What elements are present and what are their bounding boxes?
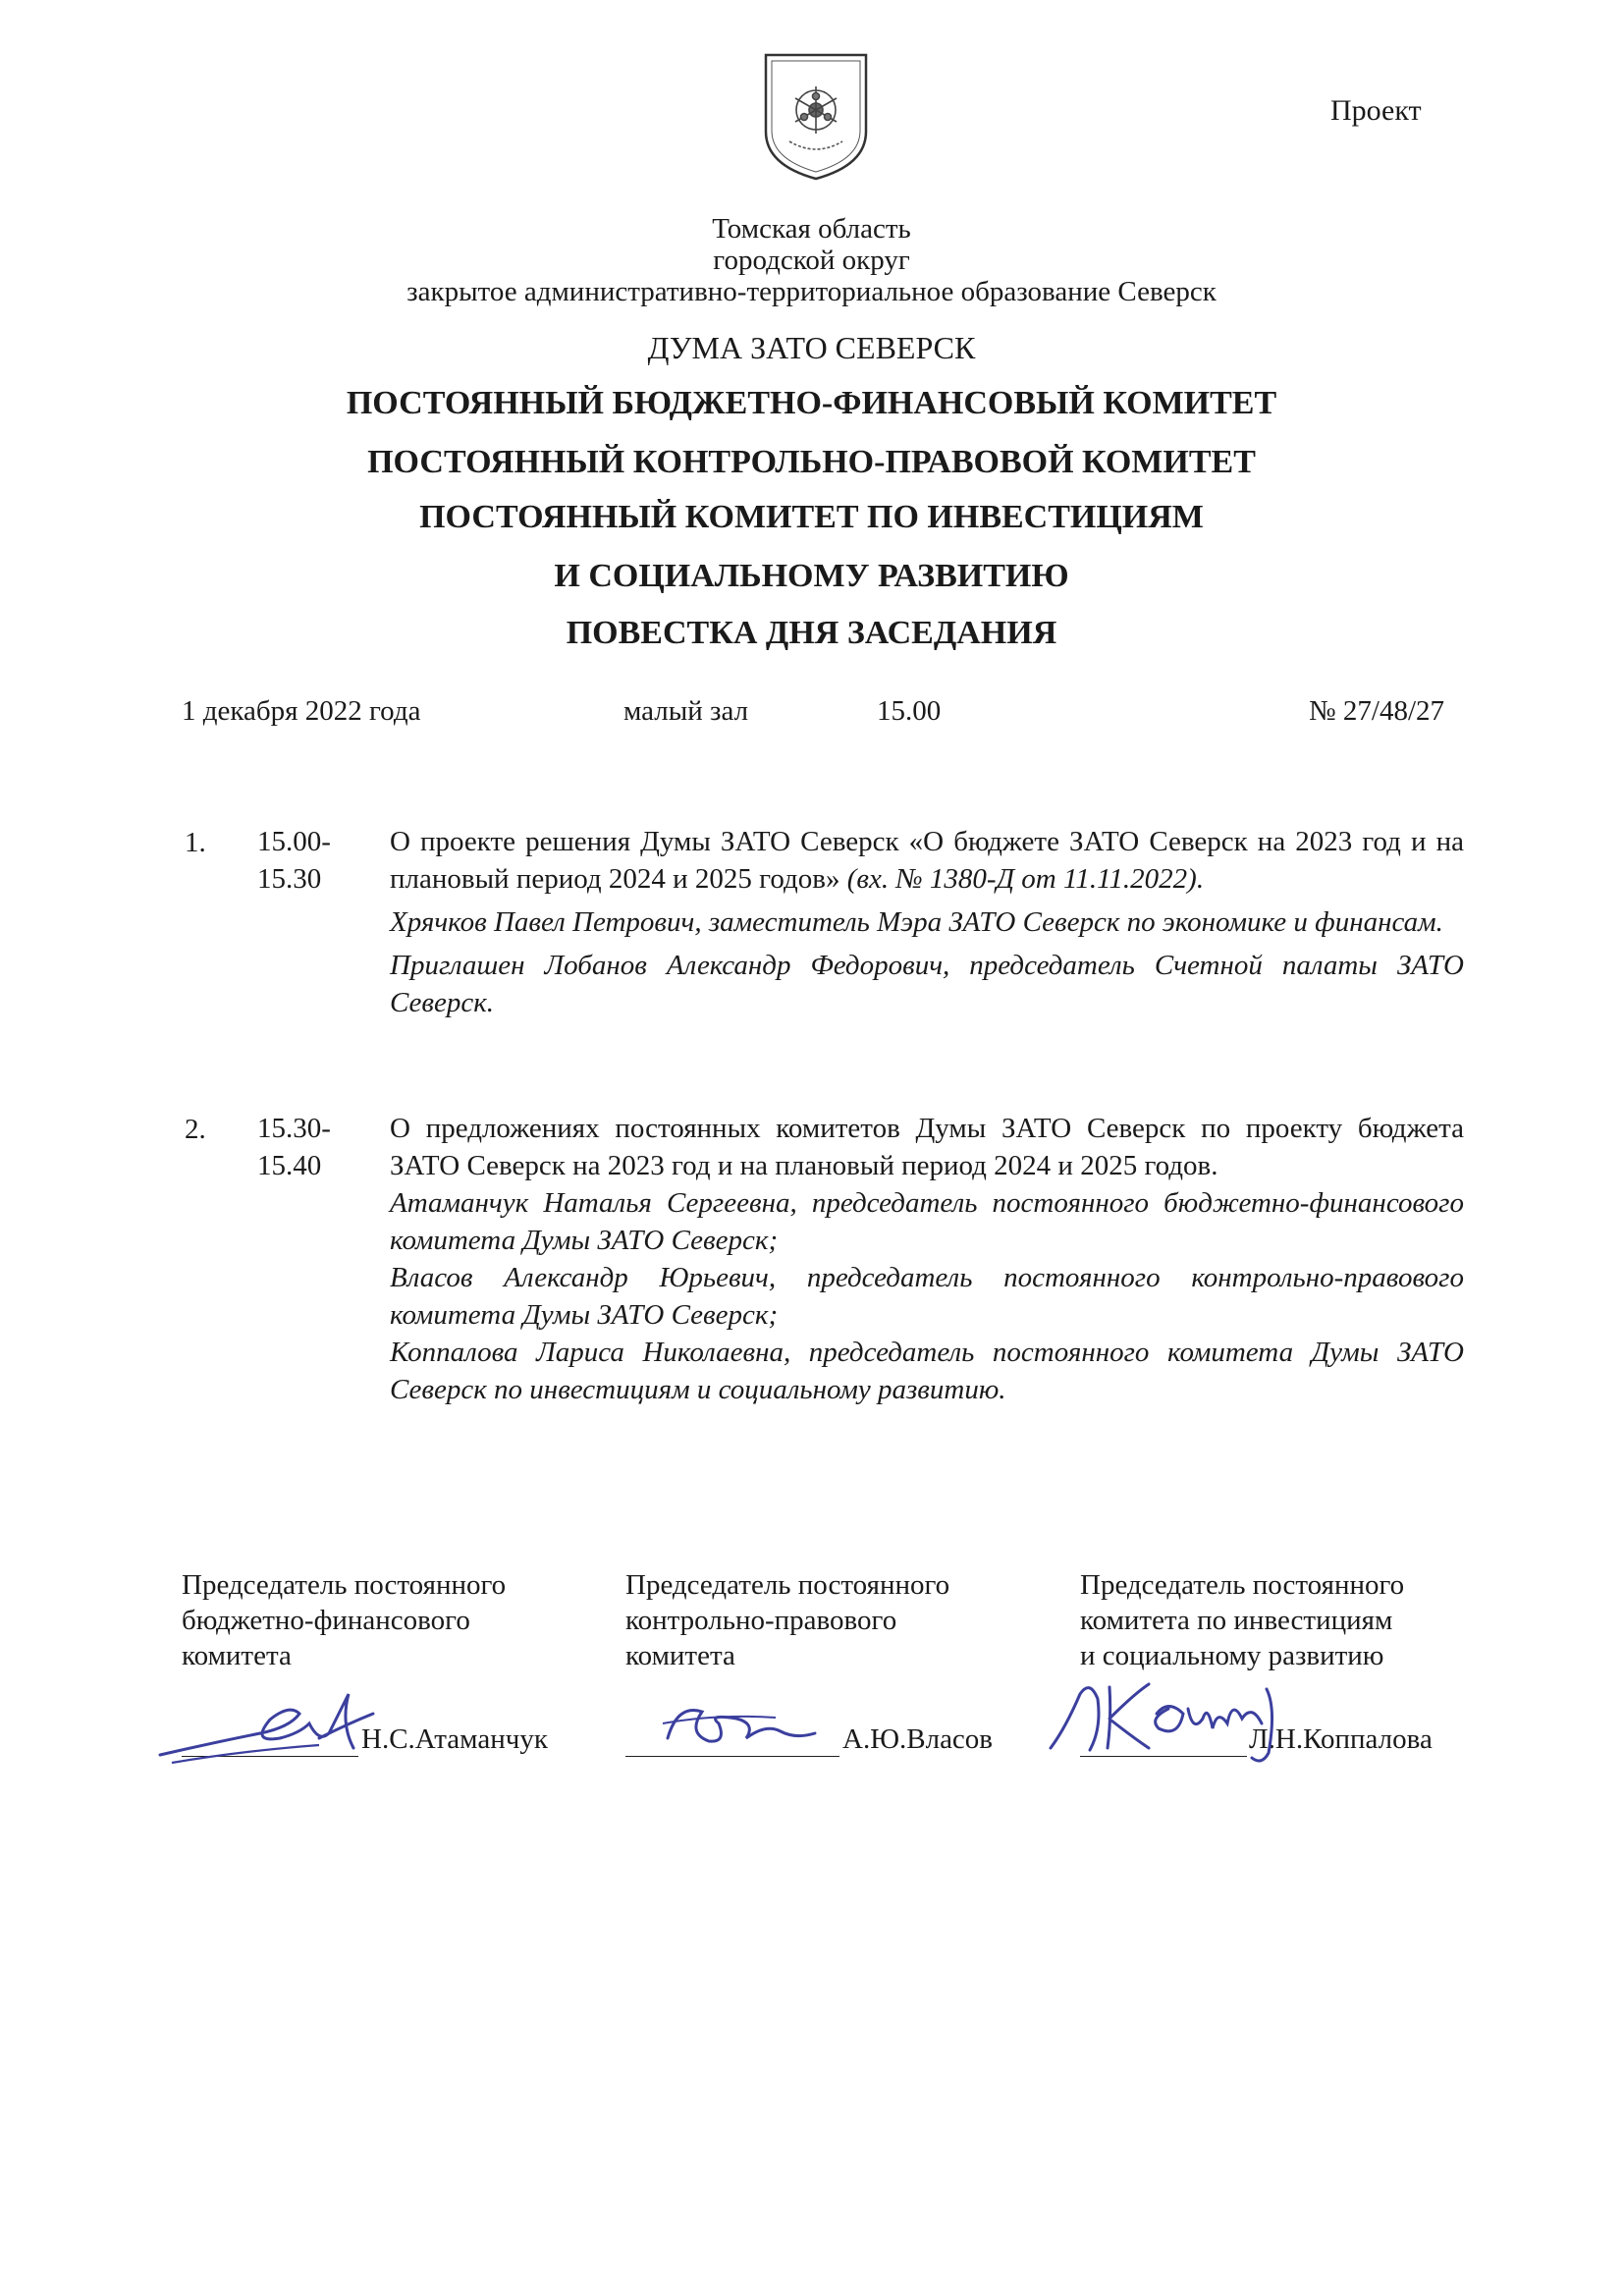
signer-name-investment: Л.Н.Коппалова — [1249, 1723, 1433, 1755]
coat-of-arms-icon — [762, 51, 870, 183]
header-district: городской округ — [713, 245, 910, 276]
header-zato: закрытое административно-территориальное образование Северск — [406, 276, 1217, 307]
item-2-time-end: 15.40 — [257, 1150, 322, 1181]
item-1-number: 1. — [185, 827, 206, 858]
item-2-body — [390, 1110, 1464, 1408]
agenda-title: ПОВЕСТКА ДНЯ ЗАСЕДАНИЯ — [566, 615, 1057, 651]
item-2-title: О предложениях постоянных комитетов Думы ЗАТО Северск по проекту бюджета ЗАТО Северск на 2023 год и на плановый период 2024 и 2025 годов. — [390, 1113, 1464, 1181]
meeting-number: № 27/48/27 — [1309, 695, 1445, 727]
meeting-date: 1 декабря 2022 года — [182, 695, 421, 727]
item-2-speaker-3: Коппалова Лариса Николаевна, председатель постоянного комитета Думы ЗАТО Северск по инвестициям и социальному развитию. — [390, 1337, 1464, 1405]
header-committee-budget: ПОСТОЯННЫЙ БЮДЖЕТНО-ФИНАНСОВЫЙ КОМИТЕТ — [346, 385, 1277, 421]
item-1-body — [390, 823, 1464, 1021]
item-2-speaker-2: Власов Александр Юрьевич, председатель постоянного контрольно-правового комитета Думы ЗАТО Северск; — [390, 1262, 1464, 1331]
signature-title-line: и социальному развитию — [1080, 1640, 1384, 1671]
signature-title-line: комитета — [625, 1640, 735, 1671]
signature-block-legal — [625, 1567, 1038, 1673]
handwritten-signature-investment — [1041, 1669, 1316, 1768]
item-1-reference: (вх. № 1380-Д от 11.11.2022). — [846, 863, 1205, 895]
header-committee-legal: ПОСТОЯННЫЙ КОНТРОЛЬНО-ПРАВОВОЙ КОМИТЕТ — [367, 444, 1256, 480]
signature-title-line: комитета по инвестициям — [1080, 1605, 1393, 1636]
meeting-room: малый зал — [623, 695, 749, 727]
header-committee-investment-line1: ПОСТОЯННЫЙ КОМИТЕТ ПО ИНВЕСТИЦИЯМ — [419, 499, 1204, 535]
signer-name-budget: Н.С.Атаманчук — [361, 1723, 548, 1755]
item-1-time — [257, 823, 351, 898]
signature-title-line: комитета — [182, 1640, 292, 1671]
handwritten-signature-legal — [658, 1694, 825, 1763]
signature-title-line: бюджетно-финансового — [182, 1605, 470, 1636]
item-2-time — [257, 1110, 351, 1184]
item-1-invited: Приглашен Лобанов Александр Федорович, председатель Счетной палаты ЗАТО Северск. — [390, 950, 1464, 1018]
item-2-number: 2. — [185, 1114, 206, 1145]
header-duma: ДУМА ЗАТО СЕВЕРСК — [647, 330, 976, 365]
handwritten-signature-budget — [152, 1684, 378, 1773]
signature-title-line: Председатель постоянного — [1080, 1569, 1405, 1601]
signature-title-line: Председатель постоянного — [182, 1569, 507, 1601]
item-2-speaker-1: Атаманчук Наталья Сергеевна, председатель постоянного бюджетно-финансового комитета Думы ЗАТО Северск; — [390, 1187, 1464, 1256]
item-1-time-start: 15.00- — [257, 826, 331, 857]
item-1-title — [390, 823, 1464, 898]
item-2-time-start: 15.30- — [257, 1113, 331, 1144]
signature-title-line: Председатель постоянного — [625, 1569, 950, 1601]
signature-title-line: контрольно-правового — [625, 1605, 897, 1636]
signature-block-budget — [182, 1567, 574, 1673]
header-committee-investment-line2: И СОЦИАЛЬНОМУ РАЗВИТИЮ — [554, 558, 1069, 594]
item-1-title-text: О проекте решения Думы ЗАТО Северск «О бюджете ЗАТО Северск на 2023 год и на плановый период 2024 и 2025 годов» — [390, 826, 1464, 895]
draft-label: Проект — [1330, 94, 1422, 127]
item-1-time-end: 15.30 — [257, 863, 322, 895]
signer-name-legal: А.Ю.Власов — [842, 1723, 994, 1755]
signature-block-investment — [1080, 1567, 1468, 1673]
header-region: Томская область — [712, 213, 911, 245]
item-1-speaker: Хрячков Павел Петрович, заместитель Мэра ЗАТО Северск по экономике и финансам. — [390, 906, 1443, 938]
meeting-time: 15.00 — [877, 695, 942, 727]
